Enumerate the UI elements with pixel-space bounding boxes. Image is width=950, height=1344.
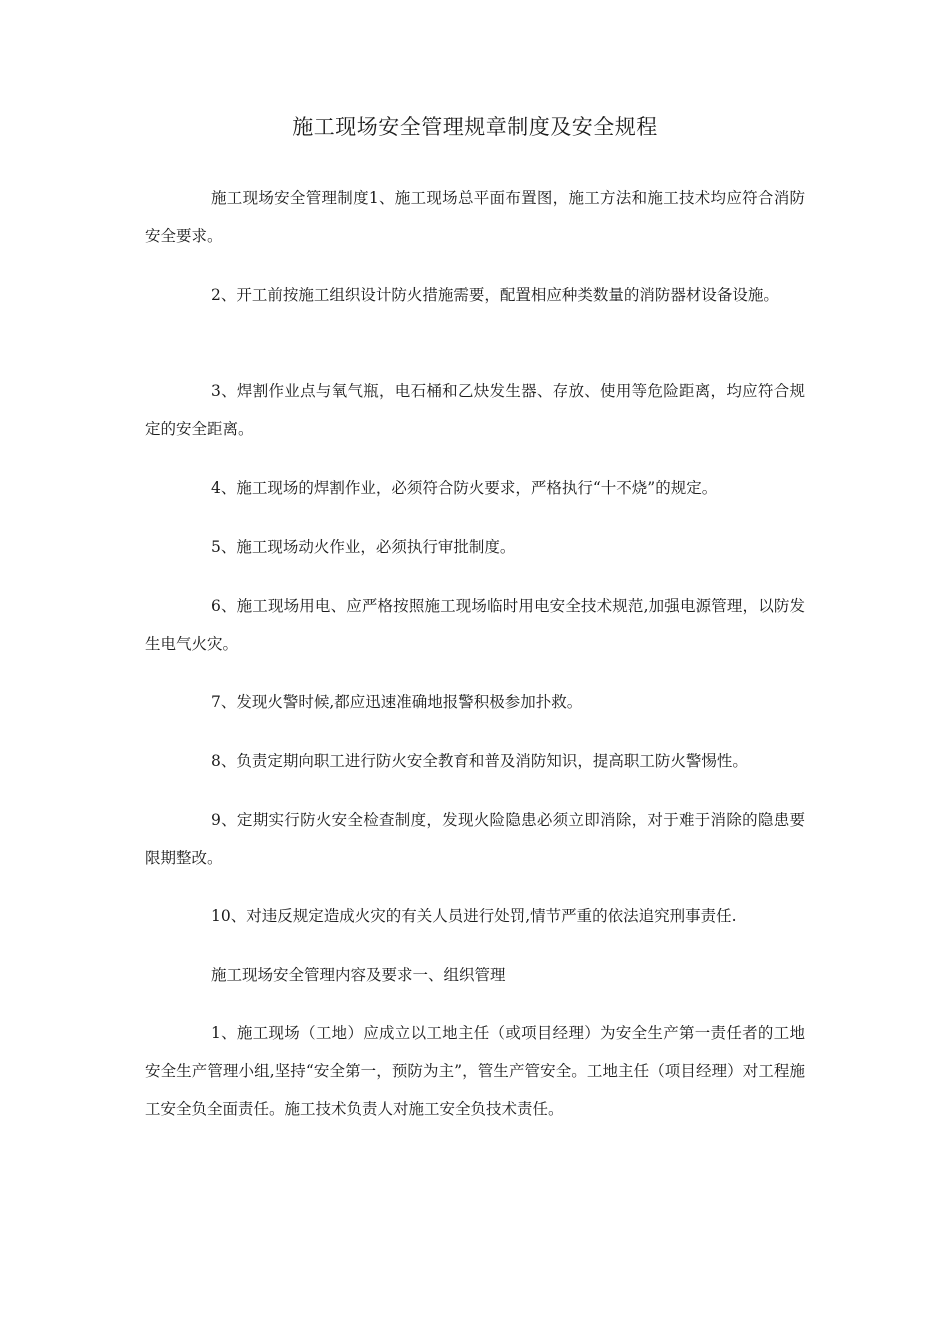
section-heading: 施工现场安全管理内容及要求一、组织管理	[211, 966, 506, 984]
paragraph-9: 9、定期实行防火安全检查制度，发现火险隐患必须立即消除，对于难于消除的隐患要限期整改。	[145, 811, 805, 867]
paragraph-6: 6、施工现场用电、应严格按照施工现场临时用电安全技术规范,加强电源管理，以防发生电气火灾。	[145, 597, 805, 653]
paragraph-2: 2、开工前按施工组织设计防火措施需要，配置相应种类数量的消防器材设备设施。	[211, 286, 779, 304]
paragraph-4: 4、施工现场的焊割作业，必须符合防火要求，严格执行“十不烧”的规定。	[211, 479, 718, 497]
paragraph-10: 10、对违反规定造成火灾的有关人员进行处罚,情节严重的依法追究刑事责任.	[211, 907, 737, 925]
paragraph-5: 5、施工现场动火作业，必须执行审批制度。	[211, 538, 516, 556]
paragraph-1: 施工现场安全管理制度1、施工现场总平面布置图，施工方法和施工技术均应符合消防安全要求。	[145, 189, 805, 245]
paragraph-3: 3、焊割作业点与氧气瓶，电石桶和乙炔发生器、存放、使用等危险距离，均应符合规定的安全距离。	[145, 382, 805, 438]
document-title: 施工现场安全管理规章制度及安全规程	[292, 115, 658, 139]
paragraph-8: 8、负责定期向职工进行防火安全教育和普及消防知识，提高职工防火警惕性。	[211, 752, 748, 770]
paragraph-12: 1、施工现场（工地）应成立以工地主任（或项目经理）为安全生产第一责任者的工地安全生产管理小组,坚持“安全第一，预防为主”，管生产管安全。工地主任（项目经理）对工程施工安全负全面责任。施工技术负责人对施工安全负技术责任。	[145, 1024, 805, 1118]
paragraph-7: 7、发现火警时候,都应迅速准确地报警积极参加扑救。	[211, 693, 583, 711]
